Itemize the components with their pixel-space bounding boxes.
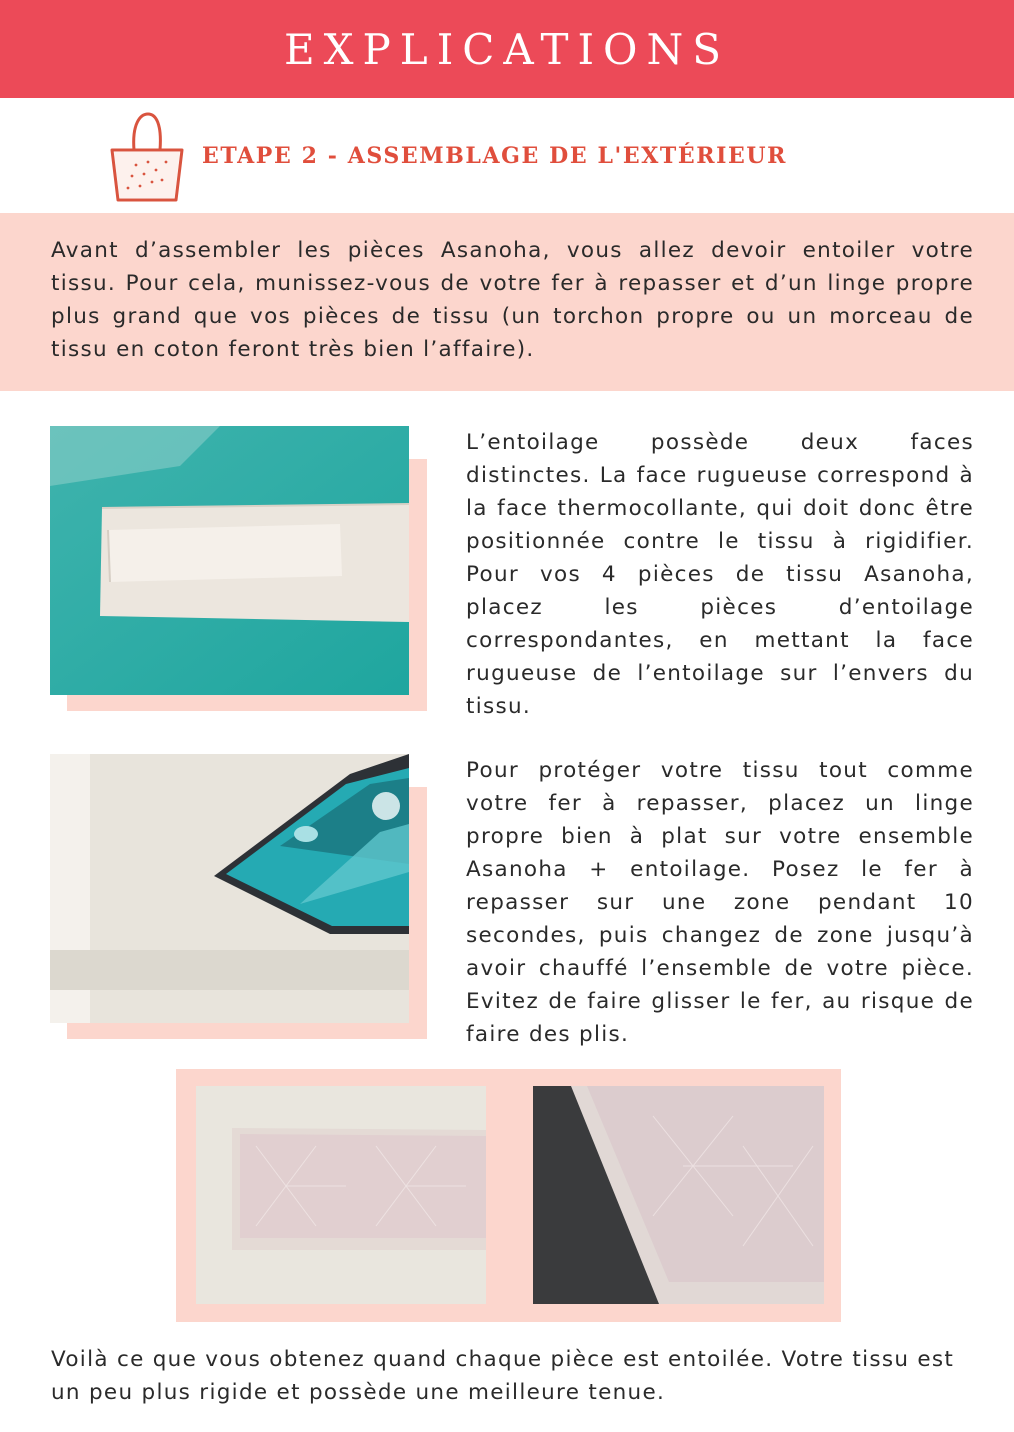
photo-interfaced-corner bbox=[533, 1086, 824, 1304]
outro-paragraph: Voilà ce que vous obtenez quand chaque pièce est entoilée. Votre tissu est un peu plus rigide et possède une meilleure tenue. bbox=[51, 1347, 955, 1405]
photo-iron-on-linen bbox=[50, 754, 409, 1023]
page-title: EXPLICATIONS bbox=[283, 24, 731, 74]
photo-interfaced-strip bbox=[196, 1086, 486, 1304]
step-title: ETAPE 2 - ASSEMBLAGE DE L'EXTÉRIEUR bbox=[202, 143, 788, 169]
header-band bbox=[0, 0, 1014, 98]
step-heading bbox=[106, 110, 906, 206]
photo-interfacing-on-fabric bbox=[50, 426, 409, 695]
section-2-paragraph: Pour protéger votre tissu tout comme votre fer à repasser, placez un linge propre bien à plat sur votre ensemble Asanoha + entoilage. Posez le fer à repasser sur une zone pendant 10 secondes, puis changez de zone jusqu’à avoir chauffé l’ensemble de votre pièce. Evitez de faire glisser le fer, au risque de faire des plis. bbox=[466, 758, 974, 1047]
section-1-paragraph: L’entoilage possède deux faces distinctes. La face rugueuse correspond à la face thermocollante, qui doit donc être positionnée contre le tissu à rigidifier. Pour vos 4 pièces de tissu Asanoha, placez les pièces d’entoilage correspondantes, en mettant la face rugueuse de l’entoilage sur l’envers du tissu. bbox=[466, 430, 974, 719]
intro-paragraph: Avant d’assembler les pièces Asanoha, vous allez devoir entoiler votre tissu. Pour cela, munissez-vous de votre fer à repasser et d’un linge propre plus grand que vos pièces de tissu (un torchon propre ou un morceau de tissu en coton feront très bien l’affaire). bbox=[51, 238, 974, 362]
tote-bag-icon bbox=[106, 110, 188, 206]
